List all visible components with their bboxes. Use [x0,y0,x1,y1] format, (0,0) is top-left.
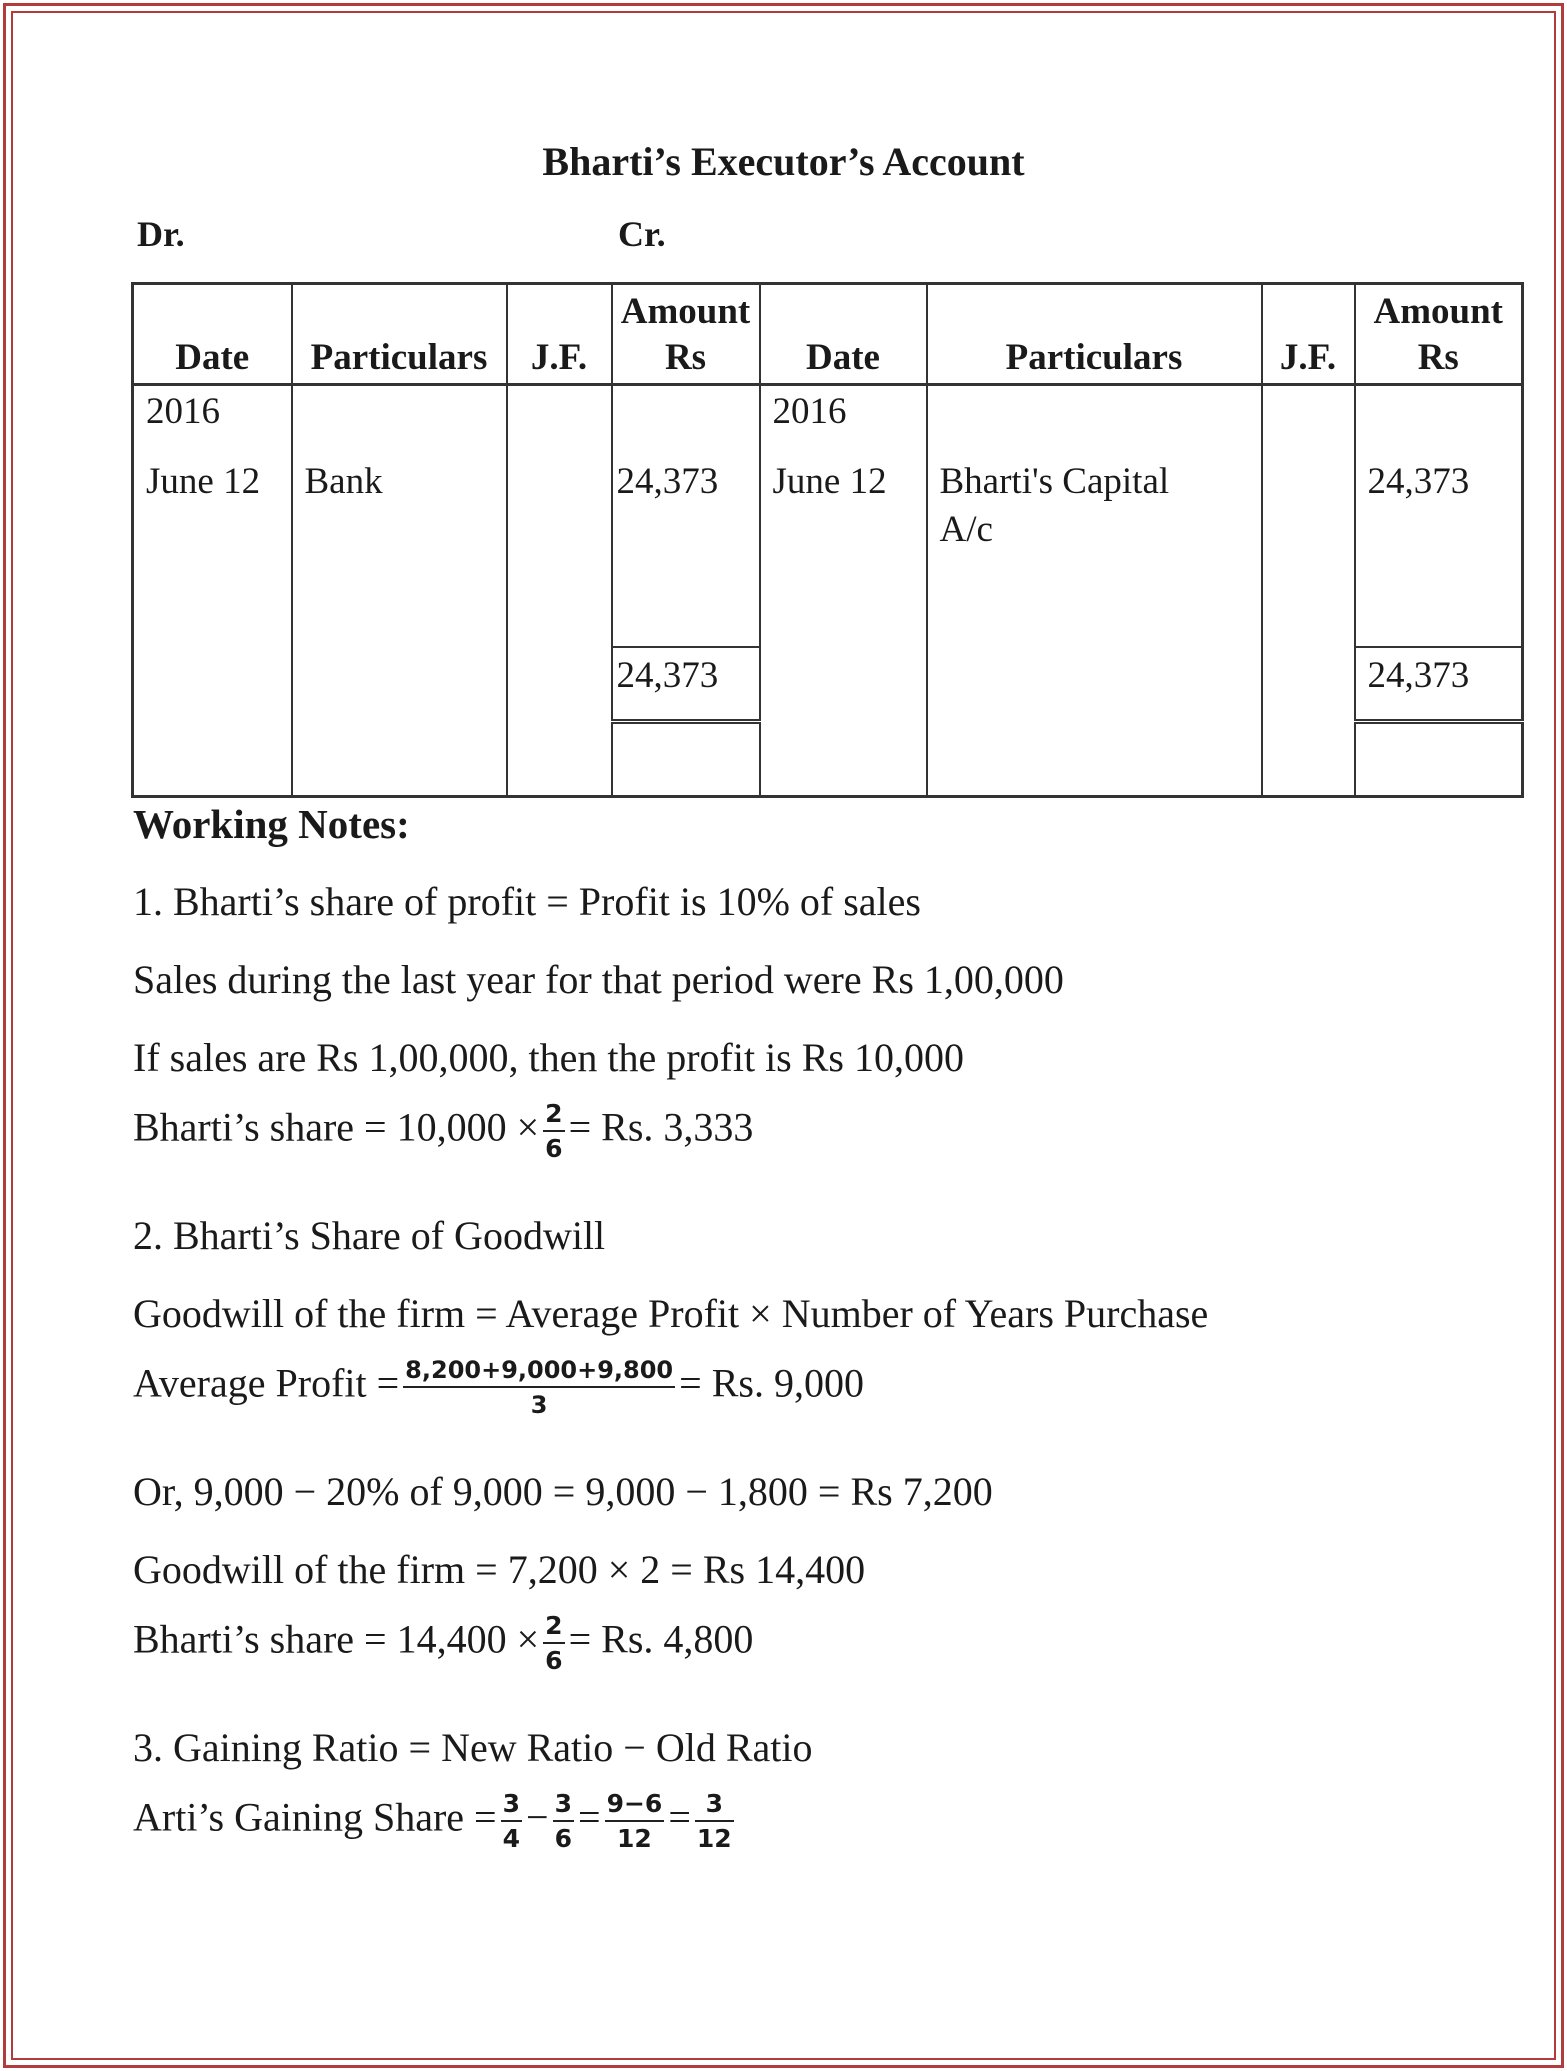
header-jf-dr: J.F. [507,284,612,385]
header-particulars-cr: Particulars [927,284,1262,385]
debit-year: 2016 [146,391,220,432]
fraction-2-over-6: $\frac{2}{6}$ [545,1611,563,1675]
debit-date: June 12 [146,461,261,502]
debit-particulars-cell [292,385,507,647]
note-line-1: 1. Bharti’s share of profit = Profit is 10% of sales [133,879,921,924]
fraction-3-over-4: $\frac{3}{4}$ [502,1789,521,1853]
debit-amount-cell [612,385,760,647]
credit-date: June 12 [772,461,887,502]
note-line-6: Goodwill of the firm = Average Profit × Number of Years Purchase [133,1291,1209,1336]
fraction-2-over-6: $\frac{2}{6}$ [545,1099,563,1163]
note-10-result: = Rs. 4,800 [568,1616,754,1662]
fraction-average-profit: $\frac{8,200+9,000+9,800}{3}$ [405,1356,674,1419]
credit-amount: 24,373 [1367,461,1470,502]
credit-jf-cell [1262,385,1355,647]
fraction-9-minus-6-over-12: $\frac{9-6}{12}$ [606,1789,663,1853]
credit-amount-cell [1355,385,1523,647]
ledger-blank-row [133,722,1523,797]
note-line-11: 3. Gaining Ratio = New Ratio − Old Ratio [133,1725,813,1770]
header-amount-dr [612,284,760,385]
note-line-2: Sales during the last year for that period were Rs 1,00,000 [133,957,1064,1002]
note-line-4 [133,1100,753,1163]
credit-year: 2016 [772,391,847,432]
note-line-8: Or, 9,000 − 20% of 9,000 = 9,000 − 1,800 = Rs 7,200 [133,1469,993,1514]
credit-particulars-line2: A/c [939,509,993,550]
debit-total-cell [612,647,760,722]
header-rs-label: Rs [664,337,707,378]
note-line-10 [133,1612,753,1675]
credit-label: Cr. [618,214,666,254]
debit-label: Dr. [137,214,185,254]
note-line-3: If sales are Rs 1,00,000, then the profit is Rs 10,000 [133,1035,964,1080]
debit-particulars: Bank [304,461,383,502]
note-7-prefix: Average Profit = [133,1360,400,1406]
debit-total: 24,373 [616,654,719,696]
header-particulars-dr: Particulars [292,284,507,385]
fraction-3-over-12: $\frac{3}{12}$ [696,1789,732,1853]
header-amount-cr [1355,284,1523,385]
header-rs-label: Rs [1417,337,1459,378]
note-line-5: 2. Bharti’s Share of Goodwill [133,1213,606,1258]
credit-particulars-cell [927,385,1262,647]
credit-total: 24,373 [1367,654,1470,696]
header-amount-label: Amount [620,291,751,332]
credit-particulars-line1: Bharti's Capital [939,461,1170,502]
credit-date-cell [760,385,927,647]
header-date-cr: Date [760,284,927,385]
debit-amount: 24,373 [616,461,719,502]
fraction-3-over-6: $\frac{3}{6}$ [554,1789,572,1853]
header-jf-cr: J.F. [1262,284,1355,385]
ledger-entry-row [133,385,1523,647]
ledger-total-row [133,647,1523,722]
debit-jf-cell [507,385,612,647]
ledger-header-row [133,284,1523,385]
note-line-9: Goodwill of the firm = 7,200 × 2 = Rs 14,400 [133,1547,866,1592]
notes-heading: Working Notes: [133,801,410,847]
account-title: Bharti’s Executor’s Account [542,139,1025,184]
note-7-result: = Rs. 9,000 [679,1360,864,1406]
note-4-prefix: Bharti’s share = 10,000 × [133,1104,540,1150]
credit-total-cell [1355,647,1523,722]
note-line-12: Arti’s Gaining Share = $\frac{3}{4}$ − $\frac{3}{6}$ = $\frac{9-6}{12}$ = $\frac{3}{12}$ [133,1789,732,1853]
ledger-table [131,282,1524,798]
note-4-result: = Rs. 3,333 [568,1104,754,1150]
note-line-7 [133,1356,864,1419]
debit-date-cell [133,385,292,647]
header-date-dr: Date [133,284,292,385]
note-12-prefix: Arti’s Gaining Share = [133,1794,497,1840]
note-10-prefix: Bharti’s share = 14,400 × [133,1616,540,1662]
header-amount-label: Amount [1373,291,1504,332]
